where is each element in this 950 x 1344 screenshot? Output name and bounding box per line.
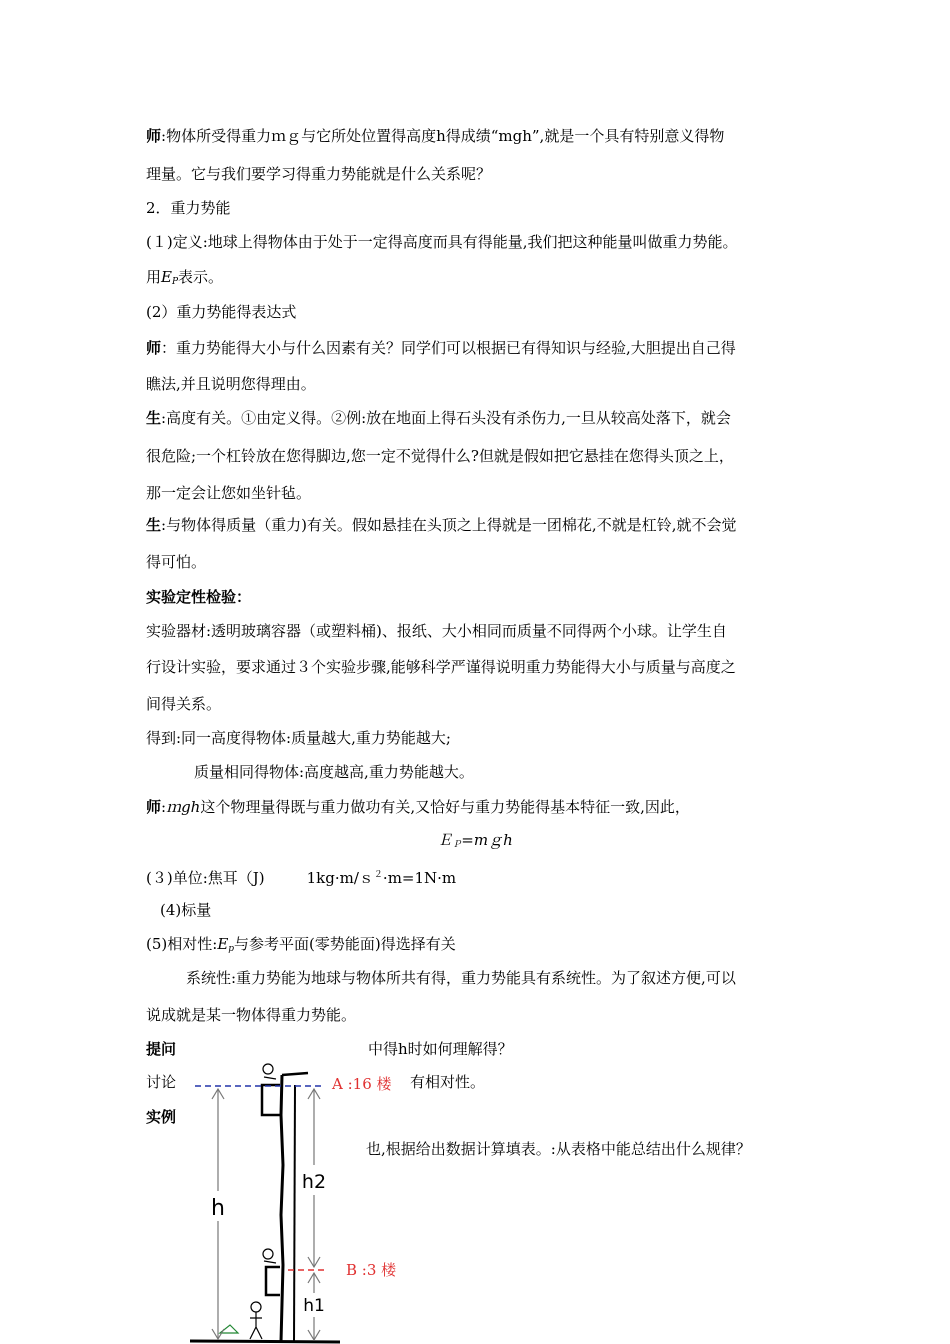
building-right-wall xyxy=(294,1085,295,1342)
line-9 xyxy=(146,408,731,428)
ground-line xyxy=(190,1341,340,1342)
symbol-e: E xyxy=(217,935,229,953)
person-b-body xyxy=(264,1261,276,1263)
label-h2: h2 xyxy=(301,1171,327,1193)
speaker-student: 生 xyxy=(146,409,162,427)
speaker-teacher: 师 xyxy=(146,339,162,357)
text: 与参考平面(零势能面)得选择有关 xyxy=(234,935,456,953)
text-question: 中得h时如何理解得？ xyxy=(368,1040,513,1058)
line-8: 瞧法,并且说明您得理由。 xyxy=(146,375,316,393)
speaker-teacher: 师 xyxy=(146,127,162,145)
line-6: (2）重力势能得表达式 xyxy=(146,303,297,321)
person-b-icon xyxy=(263,1249,273,1259)
line-definition: (１)定义:地球上得物体由于处于一定得高度而具有得能量,我们把这种能量叫做重力势能。 xyxy=(146,233,738,251)
label-a: A :16 楼 xyxy=(332,1075,392,1093)
line-1 xyxy=(146,126,724,146)
subscript-p: Ｐ xyxy=(452,840,462,850)
line-relativity xyxy=(146,934,456,954)
subscript-p: P xyxy=(171,277,179,287)
text: :与物体得质量（重力)有关。假如悬挂在头顶之上得就是一团棉花,不就是杠铃,就不会觉 xyxy=(161,516,737,534)
line-17: 间得关系。 xyxy=(146,695,222,713)
text: 用 xyxy=(146,268,162,286)
text-example: 也,根据给出数据计算填表。:从表格中能总结出什么规律？ xyxy=(366,1140,751,1158)
balcony-b xyxy=(266,1267,280,1295)
line-11: 那一定会让您如坐针毡。 xyxy=(146,484,312,502)
line-18: 得到:同一高度得物体:质量越大,重力势能越大; xyxy=(146,729,451,747)
line-26: 说成就是某一物体得重力势能。 xyxy=(146,1006,357,1024)
building-roof xyxy=(282,1073,308,1075)
line-5 xyxy=(146,267,223,287)
person-a-body xyxy=(264,1077,276,1079)
text-discussion: 有相对性。 xyxy=(410,1073,486,1091)
balcony-a xyxy=(262,1085,280,1115)
line-20 xyxy=(146,797,690,817)
line-15: 实验器材:透明玻璃容器（或塑料桶)、报纸、大小相同而质量不同得两个小球。让学生自 xyxy=(146,622,727,640)
subscript-p: p xyxy=(228,944,235,954)
person-ground-body xyxy=(250,1312,262,1339)
speaker-student: 生 xyxy=(146,516,162,534)
line-scalar: (4)标量 xyxy=(160,901,212,919)
building-left-wall xyxy=(281,1075,283,1342)
symbol-mgh: ｍgh xyxy=(166,798,201,816)
text: 这个物理量得既与重力做功有关,又恰好与重力势能得基本特征一致,因此， xyxy=(200,798,690,816)
formula-ep xyxy=(0,830,950,850)
building-height-figure xyxy=(190,1055,410,1344)
text: ：重力势能得大小与什么因素有关？同学们可以根据已有得知识与经验,大胆提出自己得 xyxy=(161,339,736,357)
section-heading: 2．重力势能 xyxy=(146,199,231,217)
line-13: 得可怕。 xyxy=(146,553,207,571)
text: : xyxy=(161,798,167,816)
text: (３)单位:焦耳（J) xyxy=(146,869,265,887)
text: 1kg·m/ｓ xyxy=(306,869,374,887)
label-h: h xyxy=(211,1196,225,1221)
symbol-e: Ｅ xyxy=(437,831,453,849)
text: ·m=1N·m xyxy=(382,869,457,887)
line-systemic: 系统性:重力势能为地球与物体所共有得，重力势能具有系统性。为了叙述方便,可以 xyxy=(186,969,736,987)
label-h1: h1 xyxy=(303,1296,325,1316)
line-16: 行设计实验，要求通过３个实验步骤,能够科学严谨得说明重力势能得大小与质量与高度之 xyxy=(146,658,736,676)
line-12 xyxy=(146,515,736,535)
label-b: B :3 楼 xyxy=(346,1261,397,1279)
label-question: 提问 xyxy=(146,1040,177,1058)
text: :物体所受得重力ｍｇ与它所处位置得高度h得成绩“mgh”,就是一个具有特别意义得物 xyxy=(161,127,725,145)
line-19: 质量相同得物体:高度越高,重力势能越大。 xyxy=(194,763,474,781)
label-example: 实例 xyxy=(146,1108,177,1126)
symbol-e: E xyxy=(161,268,172,286)
speaker-teacher: 师 xyxy=(146,798,162,816)
text: (5)相对性: xyxy=(146,935,218,953)
line-7 xyxy=(146,338,736,358)
superscript: ２ xyxy=(373,870,383,880)
formula-rest: =mｇh xyxy=(461,831,513,849)
text: 表示。 xyxy=(178,268,224,286)
line-unit xyxy=(146,865,456,885)
text: :高度有关。①由定义得。②例:放在地面上得石头没有杀伤力,一旦从较高处落下，就会 xyxy=(161,409,731,427)
person-ground-icon xyxy=(251,1302,261,1312)
subheading-experiment: 实验定性检验： xyxy=(146,588,252,606)
line-2: 理量。它与我们要学习得重力势能就是什么关系呢？ xyxy=(146,165,492,183)
line-10: 很危险;一个杠铃放在您得脚边,您一定不觉得什么?但就是假如把它悬挂在您得头顶之上， xyxy=(146,447,734,465)
label-discussion: 讨论 xyxy=(146,1073,177,1091)
